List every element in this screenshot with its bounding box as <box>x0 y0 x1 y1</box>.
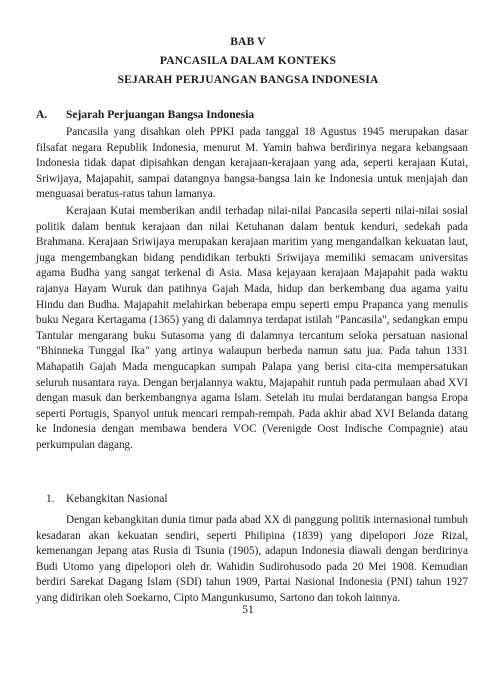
section-title: Sejarah Perjuangan Bangsa Indonesia <box>66 109 255 121</box>
section-heading <box>36 109 254 121</box>
subsection-title: Kebangkitan Nasional <box>66 493 168 505</box>
chapter-title-line-1: PANCASILA DALAM KONTEKS <box>159 55 337 67</box>
chapter-title-line-2: SEJARAH PERJUANGAN BANGSA INDONESIA <box>117 74 379 86</box>
subsection-heading <box>46 493 168 505</box>
section-number: A. <box>36 109 48 121</box>
page-number: 51 <box>242 604 254 616</box>
paragraph-1: Pancasila yang disahkan oleh PPKI pada tanggal 18 Agustus 1945 merupakan dasar filsafat negara Republik Indonesia, menurut M. Yamin bahwa berdirinya negara kebangsaan Indonesia tidak dapat dipisahkan dengan kerajaan-kerajaan yang ada, seperti kerajaan Kutai, Sriwijaya, Majapahit, sampai datangnya bangsa-bangsa lain ke Indonesia untuk menjajah dan menguasai beratus-ratus tahun lamanya. <box>36 126 468 201</box>
paragraph-2: Kerajaan Kutai memberikan andil terhadap nilai-nilai Pancasila seperti nilai-nilai sosial politik dalam bentuk kerajaan dan nilai Ketuhanan dalam bentuk kenduri, sedekah pada Brahmana. Kerajaan Sriwijaya merupakan kerajaan maritim yang mengandalkan kekuatan laut, juga mengembangkan bidang pendidikan terbukti Sriwijaya memiliki semacam universitas agama Budha yang sangat terkenal di Asia. Masa kejayaan kerajaan Majapahit pada waktu rajanya Hayam Wuruk dan patihnya Gajah Mada, hidup dan berkembang dua agama yaitu Hindu dan Budha. Majapahit melahirkan beberapa empu seperti empu Prapanca yang menulis buku Negara Kertagama (1365) yang di dalamnya terdapat istilah "Pancasila", sedangkan empu Tantular mengarang buku Sutasoma yang di dalamnya tercantum seloka persatuan nasional "Bhinneka Tunggal Ika" yang artinya walaupun berbeda namun satu jua. Pada tahun 1331 Mahapatih Gajah Mada mengucapkan sumpah Palapa yang berisi cita-cita mempersatukan seluruh nusantara raya. Dengan berjalannya waktu, Majapahit runtuh pada permulaan abad XVI dengan masuk dan berkembangnya agama Islam. Setelah itu mulai berdatangan bangsa Eropa seperti Portugis, Spanyol untuk mencari rempah-rempah. Pada akhir abad XVI Belanda datang ke Indonesia dengan membawa bendera VOC (Verenigde Oost Indische Compagnie) atau perkumpulan dagang. <box>36 205 468 451</box>
subsection-number: 1. <box>46 493 55 505</box>
chapter-label: BAB V <box>230 36 266 48</box>
paragraph-3: Dengan kebangkitan dunia timur pada abad XX di panggung politik internasional tumbuh kesadaran akan kekuatan sendiri, seperti Philipina (1839) yang dipelopori Joze Rizal, kemenangan Jepang atas Rusia di Tsunia (1905), adapun Indonesia diawali dengan berdirinya Budi Utomo yang dipelopori oleh dr. Wahidin Sudirohusodo pada 20 Mei 1908. Kemudian berdiri Sarekat Dagang Islam (SDI) tahun 1909, Partai Nasional Indonesia (PNI) tahun 1927 yang didirikan oleh Soekarno, Cipto Mangunkusumo, Sartono dan tokoh lainnya. <box>36 514 468 604</box>
